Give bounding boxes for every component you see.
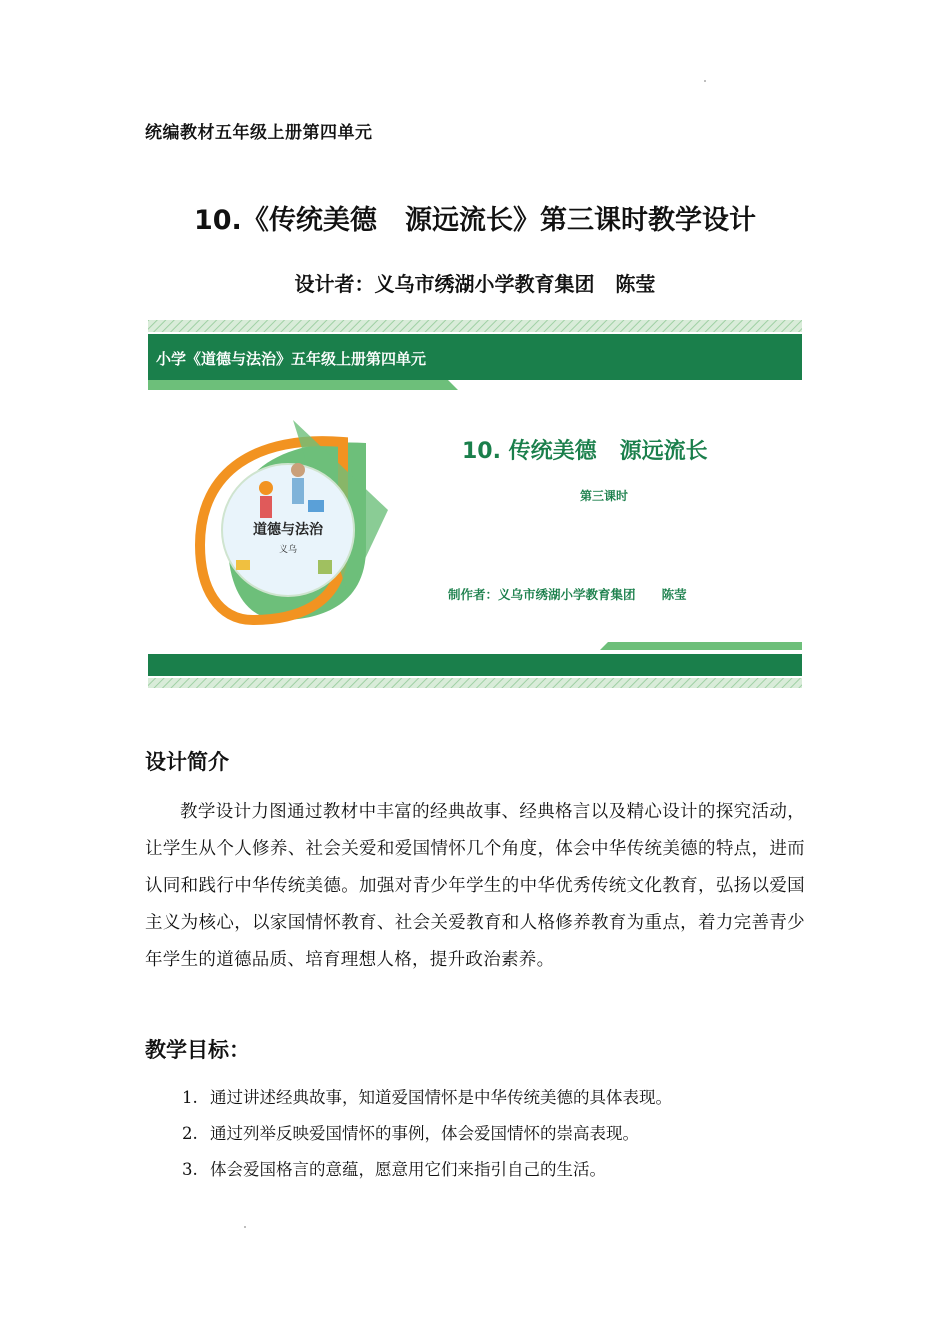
goal-text: 通过讲述经典故事，知道爱国情怀是中华传统美德的具体表现。: [210, 1088, 672, 1107]
banner-top-text: 小学《道德与法治》五年级上册第四单元: [156, 350, 427, 368]
goal-text: 体会爱国格言的意蕴，愿意用它们来指引自己的生活。: [210, 1160, 606, 1179]
designer-line: 设计者：义乌市绣湖小学教育集团 陈莹: [294, 272, 656, 296]
banner-bottom-bar: [148, 654, 802, 676]
goal-number: 3.: [182, 1160, 198, 1179]
goals-heading: 教学目标：: [145, 1038, 250, 1062]
banner-lesson-title: 10. 传统美德 源远流长: [462, 439, 708, 464]
goal-item: [182, 1116, 822, 1152]
lesson-banner-image: [148, 320, 802, 688]
goal-number: 2.: [182, 1124, 198, 1143]
goal-text: 通过列举反映爱国情怀的事例，体会爱国情怀的崇高表现。: [210, 1124, 639, 1143]
document-title: 10.《传统美德 源远流长》第三课时教学设计: [193, 205, 757, 236]
intro-heading: 设计简介: [145, 750, 229, 774]
banner-session: 第三课时: [580, 489, 629, 503]
logo-sub: 义乌: [278, 545, 298, 555]
banner-bottom-stripe: [148, 678, 802, 688]
page-mark: [244, 1226, 246, 1228]
page-mark: [704, 80, 706, 82]
goal-item: [182, 1080, 822, 1116]
goals-list: [182, 1080, 822, 1188]
unit-line: 统编教材五年级上册第四单元: [145, 123, 373, 143]
logo-emblem: [200, 420, 388, 620]
intro-paragraph: 教学设计力图通过教材中丰富的经典故事、经典格言以及精心设计的探究活动，让学生从个人修养、社会关爱和爱国情怀几个角度，体会中华传统美德的特点，进而认同和践行中华传统美德。加强对青少年学生的中华优秀传统文化教育，弘扬以爱国主义为核心，以家国情怀教育、社会关爱教育和人格修养教育为重点，着力完善青少年学生的道德品质、培育理想人格，提升政治素养。: [145, 802, 805, 970]
banner-top-stripe: [148, 320, 802, 332]
goal-item: [182, 1152, 822, 1188]
logo-title: 道德与法治: [253, 522, 323, 538]
goal-number: 1.: [182, 1088, 198, 1107]
banner-maker: 制作者：义乌市绣湖小学教育集团 陈莹: [448, 587, 687, 602]
